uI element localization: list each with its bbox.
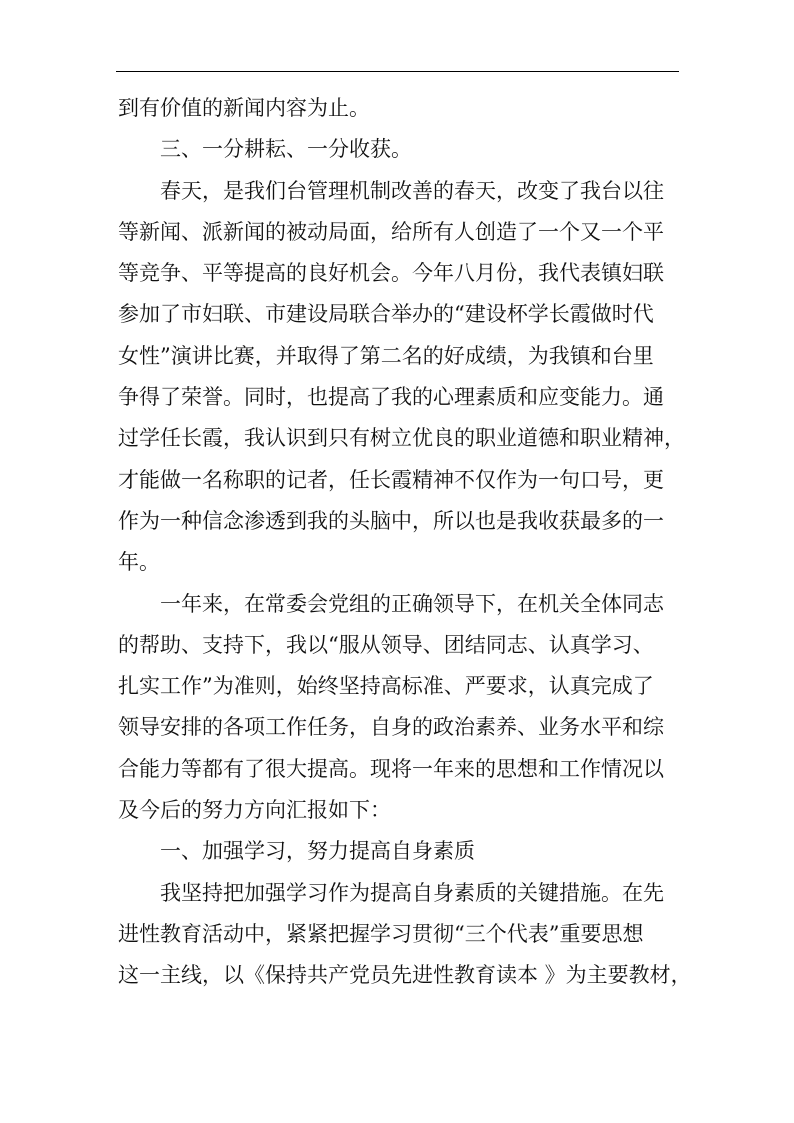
text-line: 年。	[118, 550, 160, 575]
text-line: 才能做一名称职的记者，任长霞精神不仅作为一句口号，更	[118, 467, 664, 492]
text-line: 的帮助、支持下，我以“服从领导、团结同志、认真学习、	[118, 632, 654, 657]
text-line: 等竞争、平等提高的良好机会。今年八月份，我代表镇妇联	[118, 261, 664, 286]
text-line: 过学任长霞，我认识到只有树立优良的职业道德和职业精神，	[118, 426, 685, 451]
text-line: 及今后的努力方向汇报如下：	[118, 798, 391, 823]
text-line: 一年来，在常委会党组的正确领导下，在机关全体同志	[160, 591, 664, 616]
text-line: 等新闻、派新闻的被动局面，给所有人创造了一个又一个平	[118, 219, 664, 244]
text-line: 到有价值的新闻内容为止。	[118, 96, 370, 120]
text-line: 扎实工作”为准则，始终坚持高标准、严要求，认真完成了	[118, 674, 654, 699]
text-line: 参加了市妇联、市建设局联合举办的“建设杯学长霞做时代	[118, 302, 654, 327]
text-line: 合能力等都有了很大提高。现将一年来的思想和工作情况以	[118, 756, 664, 781]
section-heading: 三、一分耕耘、一分收获。	[160, 137, 412, 162]
text-line: 春天，是我们台管理机制改善的春天，改变了我台以往	[160, 178, 664, 203]
section-heading: 一、加强学习，努力提高自身素质	[160, 839, 475, 864]
text-line: 女性”演讲比赛，并取得了第二名的好成绩，为我镇和台里	[118, 343, 654, 368]
text-line: 作为一种信念渗透到我的头脑中，所以也是我收获最多的一	[118, 508, 664, 533]
text-line: 领导安排的各项工作任务，自身的政治素养、业务水平和综	[118, 715, 664, 740]
text-line: 争得了荣誉。同时，也提高了我的心理素质和应变能力。通	[118, 385, 664, 410]
header-rule	[116, 71, 679, 72]
text-line: 进性教育活动中，紧紧把握学习贯彻“三个代表”重要思想	[118, 921, 644, 946]
text-line: 我坚持把加强学习作为提高自身素质的关键措施。在先	[160, 880, 664, 905]
text-line: 这一主线，以《保持共产党员先进性教育读本 》为主要教材，	[118, 963, 692, 988]
body-text	[118, 88, 692, 997]
